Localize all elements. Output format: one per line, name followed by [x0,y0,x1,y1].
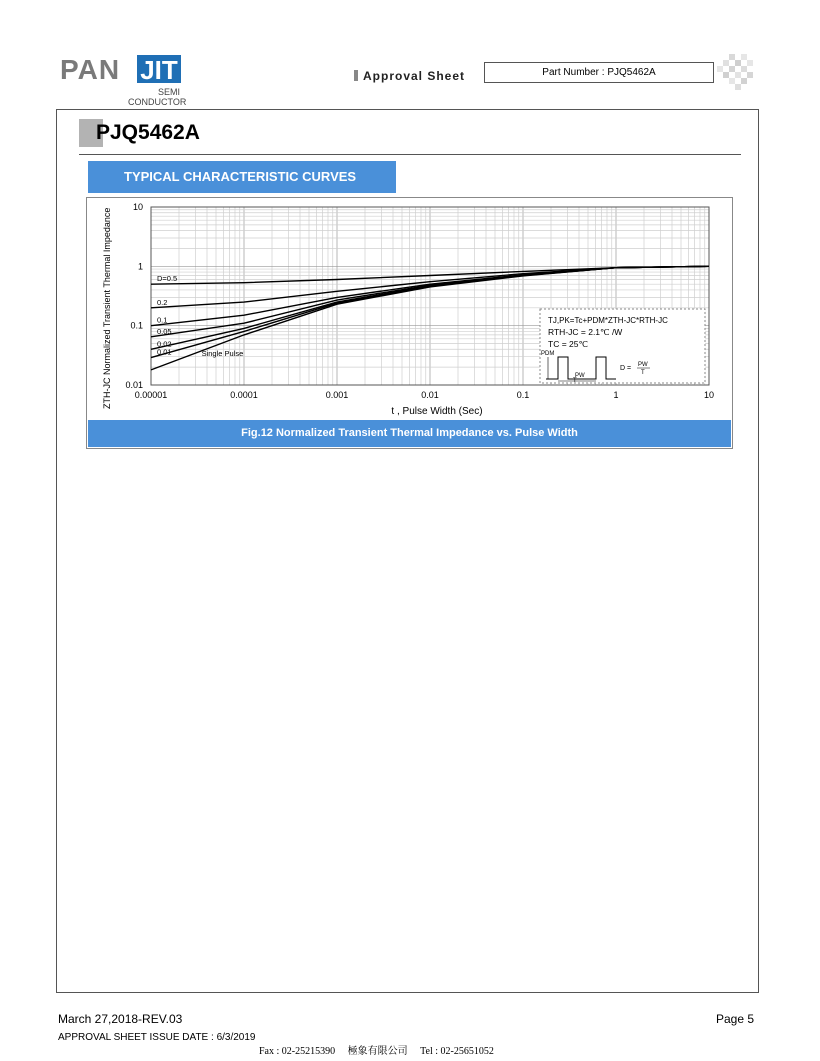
annotation-line2: RTH-JC = 2.1℃ /W [548,327,623,337]
y-axis-label: ZTH-JC Normalized Transient Thermal Impedance [102,207,112,409]
logo-text-pan: PAN [60,54,121,85]
approval-sheet-text: Approval Sheet [363,69,466,83]
curve-label-0-05: 0.05 [157,326,172,336]
title-divider [79,154,741,155]
annotation-pdm: PDM [541,351,555,357]
curve-label-0-2: 0.2 [157,297,168,307]
x-tick-label: 0.0001 [230,390,258,400]
annotation-line3: TC = 25℃ [548,339,589,349]
x-tick-label: 0.00001 [134,390,168,400]
curve-label-d-0-5: D=0.5 [157,274,178,284]
footer-contact: Fax : 02-25215390 極象有限公司 Tel : 02-25651052 [259,1046,494,1057]
annotation-line1: TJ,PK=Tc+PDM*ZTH-JC*RTH-JC [548,316,668,325]
approval-sheet-label [354,69,465,83]
footer-revision: March 27,2018-REV.03 [58,1012,183,1026]
y-tick-label: 0.1 [130,320,143,331]
curve-label-single-pulse: Single Pulse [201,348,244,358]
footer-page-number: Page 5 [716,1012,755,1026]
formula-annotation [540,309,705,384]
y-tick-label: 0.01 [125,380,143,390]
x-tick-label: 0.1 [516,390,530,400]
curve-label-0-1: 0.1 [157,315,168,325]
x-tick-label: 1 [613,390,619,400]
thermal-impedance-chart [88,199,731,420]
section-header: TYPICAL CHARACTERISTIC CURVES [88,161,396,193]
curve-label-0-02: 0.02 [157,339,172,349]
annotation-duty-denominator: T [641,370,645,376]
x-axis-label: t , Pulse Width (Sec) [391,406,483,417]
x-tick-label: 10 [703,390,715,400]
page-title: PJQ5462A [96,121,200,144]
annotation-duty-numerator: PW [638,362,648,368]
logo-text-jit: JIT [137,55,181,83]
footer-issue-date: APPROVAL SHEET ISSUE DATE : 6/3/2019 [58,1032,256,1043]
logo-sub-conductor: CONDUCTOR [128,97,187,107]
x-tick-label: 0.001 [325,390,349,400]
annotation-duty: D = [620,365,632,372]
x-tick-label: 0.01 [421,390,439,400]
annotation-pw: PW [575,373,585,379]
curve-label-0-01: 0.01 [157,347,172,357]
y-tick-label: 1 [137,261,143,272]
annotation-t: T [573,378,577,384]
figure-caption: Fig.12 Normalized Transient Thermal Impedance vs. Pulse Width [88,420,731,447]
y-tick-label: 10 [132,202,143,212]
part-number-box: Part Number : PJQ5462A [484,62,714,83]
approval-bar-icon [354,70,358,81]
panjit-logo [58,55,188,107]
logo-sub-semi: SEMI [158,87,181,97]
checker-pattern-icon [716,54,754,92]
